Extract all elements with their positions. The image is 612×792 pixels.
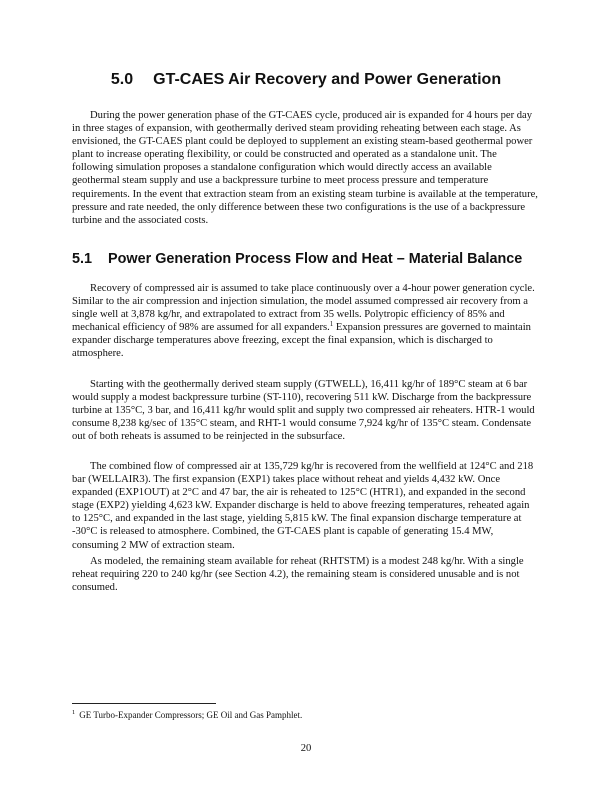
paragraph-recovery-text: Recovery of compressed air is assumed to take place continuously over a 4-hour power generation cycle. Similar to the air compression and injection simulation, the model assumed compressed air recovery from a single well at 3,878 kg/hr, and extrapolated to extract from 35 wells. Polytropic efficiency of 85% and mechanical efficiency of 98% are assumed for all expanders. bbox=[72, 283, 535, 334]
section-number: 5.0 bbox=[110, 71, 134, 88]
paragraph-steam-supply: Starting with the geothermally derived steam supply (GTWELL), 16,411 kg/hr of 189°C steam at 6 bar would supply a modest backpressure turbine (ST-110), recovering 511 kW. Discharge from the backpressure turbine at 135°C, 3 bar, and 16,411 kg/hr would split and supply two compressed air reheaters. HTR-1 would consume 8,238 kg/sec of 135°C steam, and RHT-1 would consume 7,924 kg/hr of 135°C steam. Condensate out of both reheats is assumed to be reinjected in the subsurface. bbox=[72, 379, 535, 443]
footnote-marker: 1 bbox=[72, 709, 76, 716]
footnote-text: GE Turbo-Expander Compressors; GE Oil and Gas Pamphlet. bbox=[79, 710, 303, 720]
page-number: 20 bbox=[300, 743, 312, 754]
section-heading bbox=[72, 70, 540, 90]
subsection-title: Power Generation Process Flow and Heat – Material Balance bbox=[108, 251, 523, 267]
footnote bbox=[72, 710, 540, 721]
intro-paragraph: During the power generation phase of the GT-CAES cycle, produced air is expanded for 4 hours per day in three stages of expansion, with geothermally derived steam providing reheating between each stage. As envisioned, the GT-CAES plant could be deployed to supplement an existing steam-based geothermal power plant to increase operating flexibility, or could be constructed and operated as a standalone unit. The following simulation proposes a standalone configuration which would directly access an available geothermal steam supply and use a backpressure turbine to meet process pressure and temperature requirements. In the event that extraction steam from an existing steam turbine is available at the temperature, pressure and rate needed, the only difference between these two configurations is the use of a backpressure turbine and the associated costs. bbox=[72, 110, 538, 226]
paragraph-recovery-text-cont: Expansion pressures are governed to maintain expander discharge temperatures above freezing, except the final expansion, which is discharged to atmosphere. bbox=[72, 322, 531, 360]
footnote-reference[interactable]: 1 bbox=[329, 320, 334, 329]
section-title: GT-CAES Air Recovery and Power Generation bbox=[153, 71, 502, 88]
footnote-divider bbox=[72, 703, 216, 704]
paragraph-expansion: The combined flow of compressed air at 135,729 kg/hr is recovered from the wellfield at 124°C and 218 bar (WELLAIR3). The first expansion (EXP1) takes place without reheat and yields 4,432 kW. Once expanded (EXP1OUT) at 2°C and 47 bar, the air is reheated to 125°C (HTR1), and expanded in the second stage (EXP2) yielding 4,623 kW. Expander discharge is held to above freezing temperatures, reheated again to 125°C, and expanded in the last stage, yielding 5,815 kW. The final expansion discharge temperature at -30°C is released to atmosphere. Combined, the GT-CAES plant is capable of generating 15.4 MW, consuming 2 MW of extraction steam. bbox=[72, 461, 534, 551]
paragraph-recovery bbox=[72, 282, 540, 361]
subsection-heading bbox=[72, 250, 540, 268]
paragraph-remaining-steam: As modeled, the remaining steam available for reheat (RHTSTM) is a modest 248 kg/hr. With a single reheat requiring 220 to 240 kg/hr (see Section 4.2), the remaining steam is considered unusable and is not consumed. bbox=[72, 556, 524, 594]
subsection-number: 5.1 bbox=[72, 251, 93, 267]
